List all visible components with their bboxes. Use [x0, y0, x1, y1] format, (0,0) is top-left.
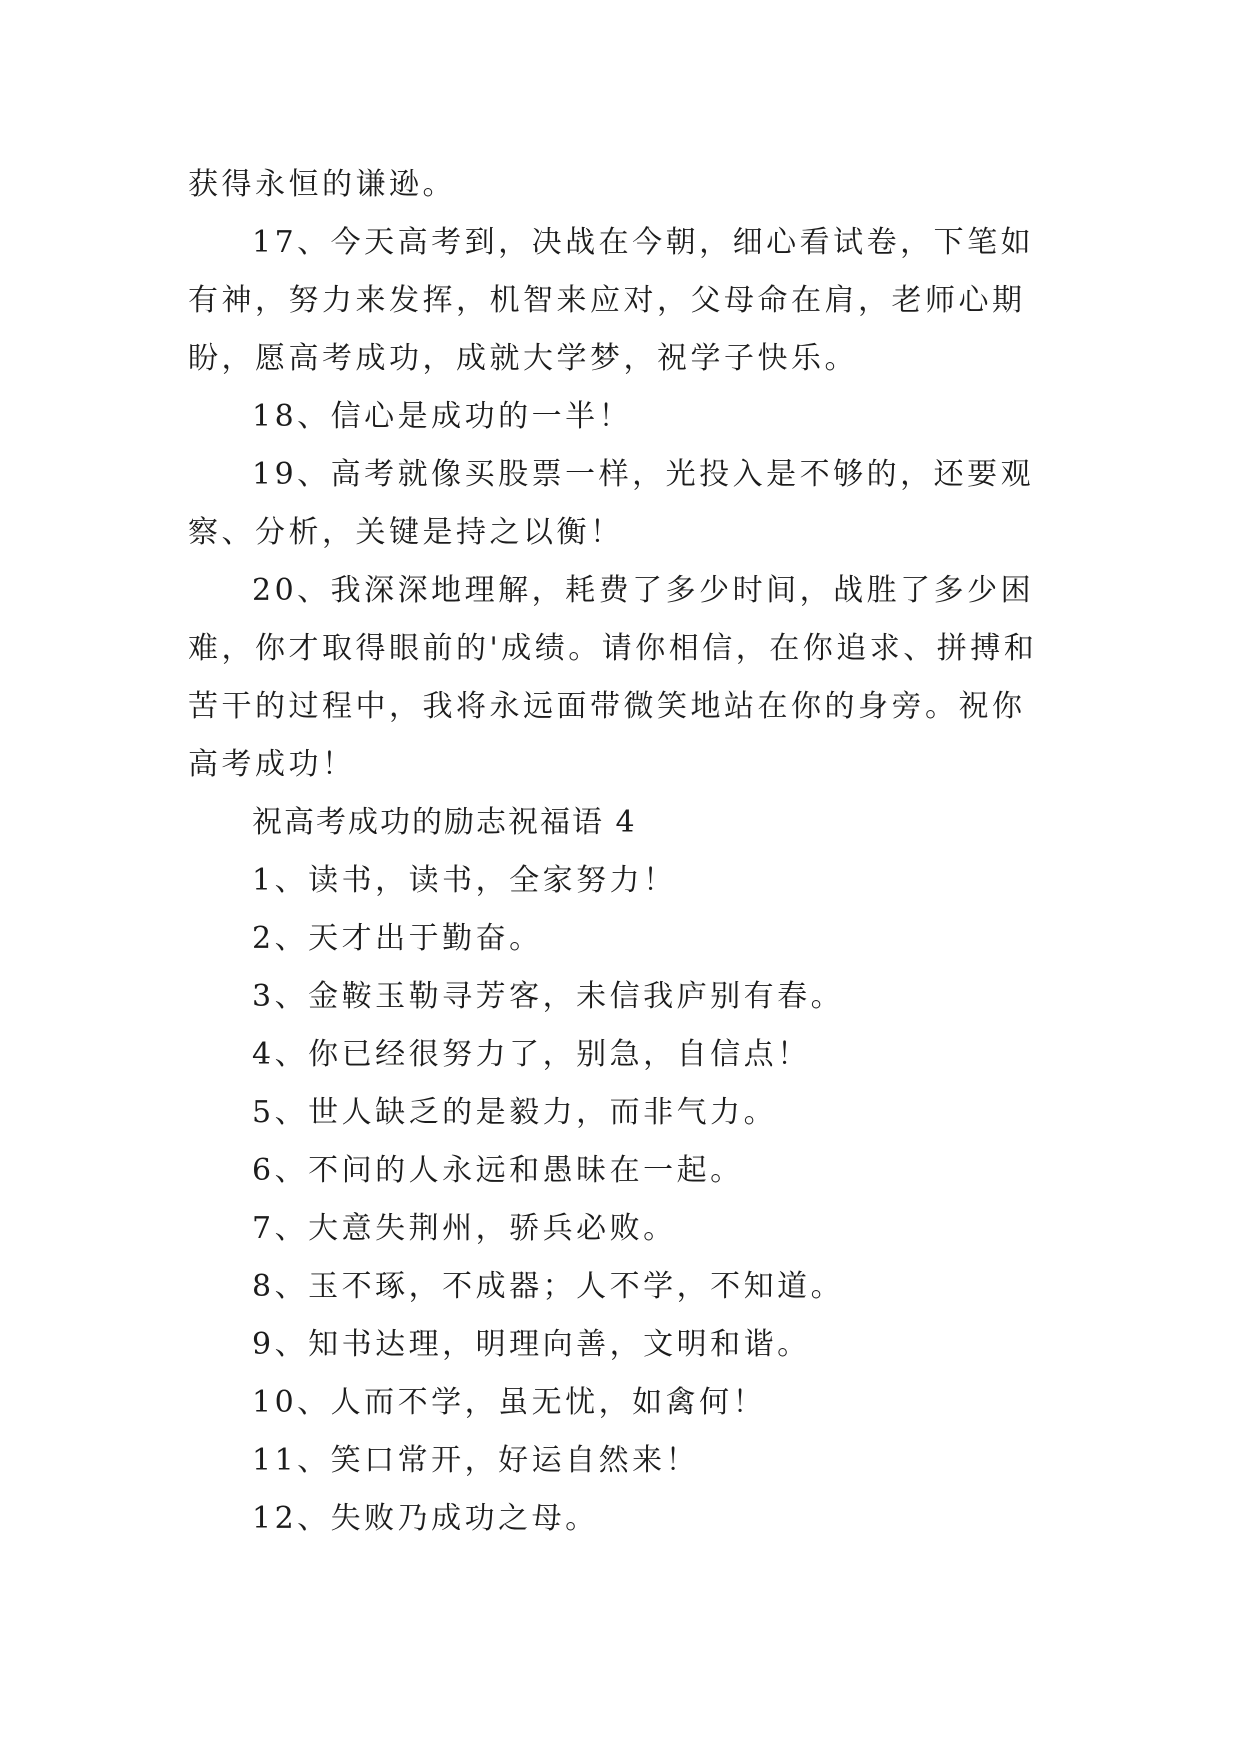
list-item-2: 2、天才出于勤奋。 [252, 921, 543, 956]
paragraph-continuation: 获得永恒的谦逊。 [188, 167, 456, 202]
list-item-9: 9、知书达理，明理向善，文明和谐。 [252, 1327, 811, 1362]
list-item-12: 12、失败乃成功之母。 [252, 1501, 599, 1536]
list-item-18: 18、信心是成功的一半！ [252, 399, 633, 434]
list-item-3: 3、金鞍玉勒寻芳客，未信我庐别有春。 [252, 979, 845, 1014]
document-body [188, 156, 1058, 1548]
list-item-11: 11、笑口常开，好运自然来！ [252, 1443, 700, 1478]
list-item-7: 7、大意失荆州，骄兵必败。 [252, 1211, 677, 1246]
list-item-10: 10、人而不学，虽无忧，如禽何！ [252, 1385, 767, 1420]
list-item-1: 1、读书，读书，全家努力！ [252, 863, 677, 898]
section-heading: 祝高考成功的励志祝福语 4 [252, 805, 637, 840]
list-item-5: 5、世人缺乏的是毅力，而非气力。 [252, 1095, 778, 1130]
list-item-6: 6、不问的人永远和愚昧在一起。 [252, 1153, 744, 1188]
list-item-17: 17、今天高考到，决战在今朝，细心看试卷，下笔如有神，努力来发挥，机智来应对，父母命在肩，老师心期盼，愿高考成功，成就大学梦，祝学子快乐。 [188, 225, 1035, 376]
list-item-4: 4、你已经很努力了，别急，自信点！ [252, 1037, 811, 1072]
list-item-19: 19、高考就像买股票一样，光投入是不够的，还要观察、分析，关键是持之以衡！ [188, 457, 1035, 550]
list-item-20: 20、我深深地理解，耗费了多少时间，战胜了多少困难，你才取得眼前的'成绩。请你相信，在你追求、拼搏和苦干的过程中，我将永远面带微笑地站在你的身旁。祝你高考成功！ [188, 573, 1038, 782]
list-item-8: 8、玉不琢，不成器；人不学，不知道。 [252, 1269, 845, 1304]
